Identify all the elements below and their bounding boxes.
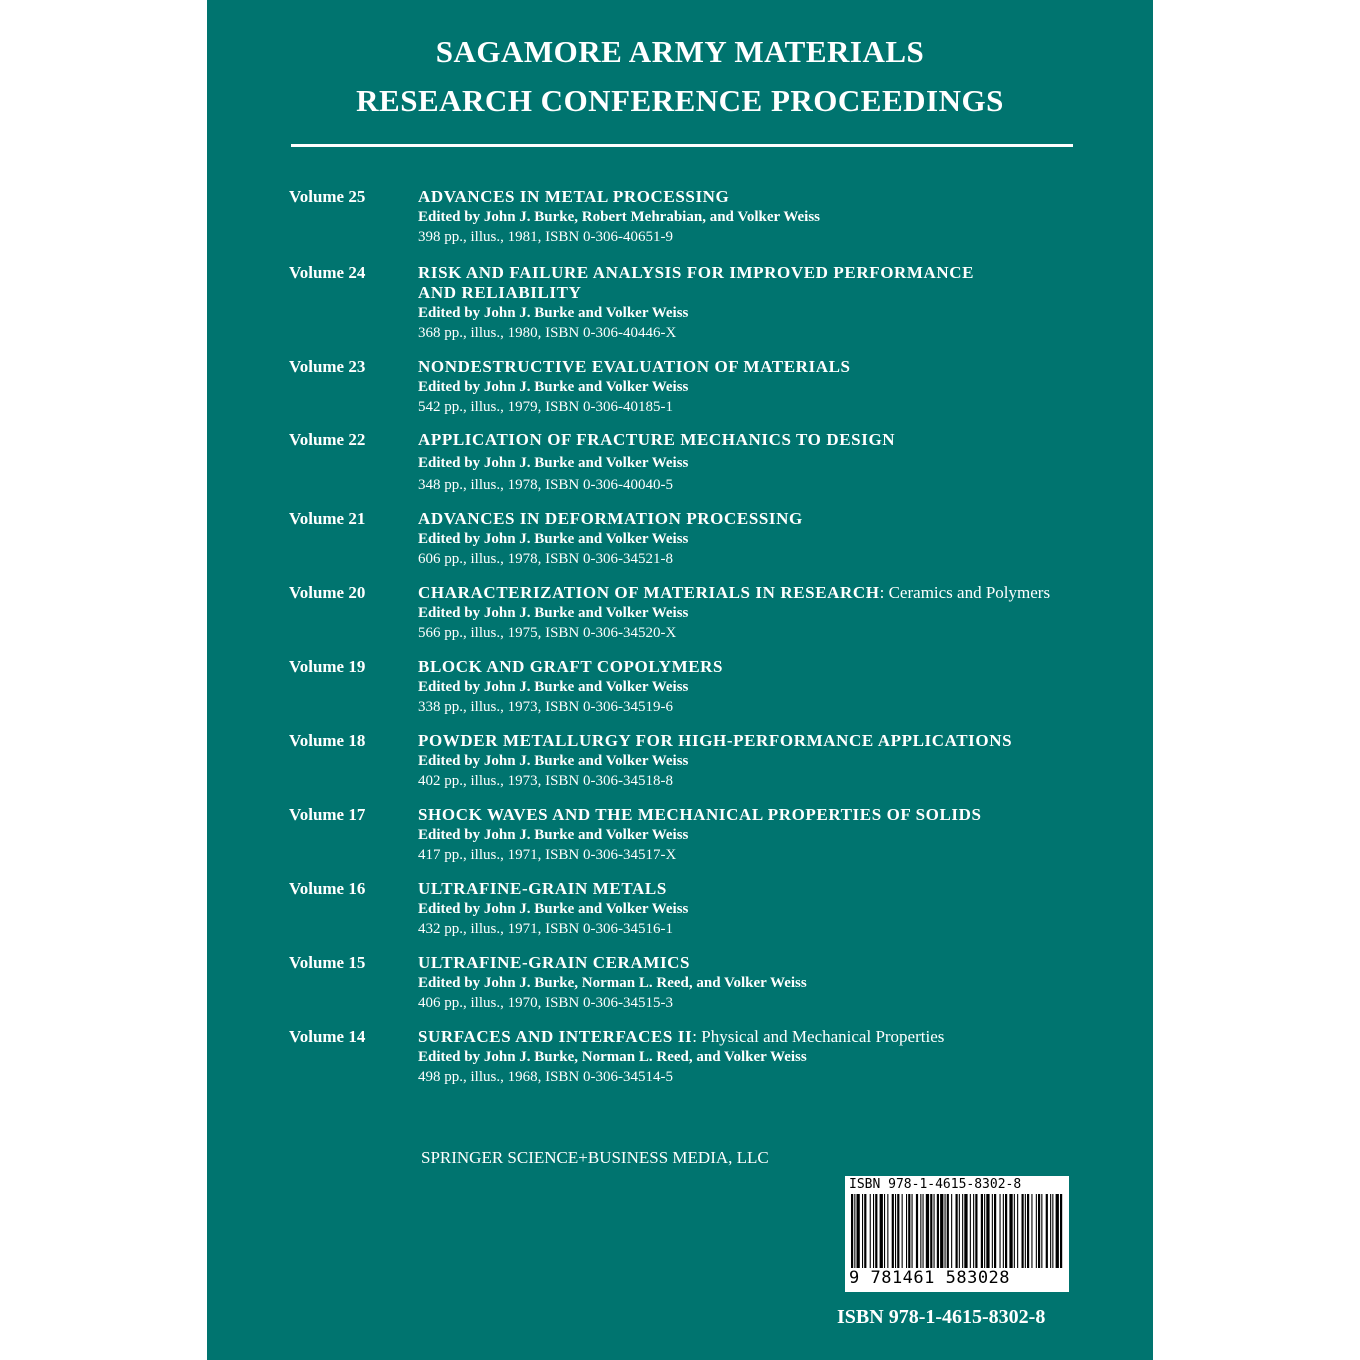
barcode-bar bbox=[870, 1194, 871, 1268]
barcode-bar bbox=[1050, 1194, 1051, 1268]
volume-label: Volume 18 bbox=[289, 731, 366, 750]
barcode-bar bbox=[992, 1194, 993, 1268]
barcode-digits: 9 781461 583028 bbox=[849, 1268, 1011, 1288]
volume-entry bbox=[418, 805, 1098, 865]
barcode-bar bbox=[857, 1194, 860, 1268]
barcode-bar bbox=[862, 1194, 863, 1268]
volume-title: SURFACES AND INTERFACES II: Physical and Mechanical Properties bbox=[418, 1027, 945, 1046]
barcode-bar bbox=[1046, 1194, 1048, 1268]
barcode-bar bbox=[916, 1194, 918, 1268]
volume-editors: Edited by John J. Burke, Robert Mehrabian, and Volker Weiss bbox=[418, 209, 821, 225]
barcode-bar bbox=[926, 1194, 929, 1268]
barcode-bar bbox=[1041, 1194, 1042, 1268]
barcode-bar bbox=[864, 1194, 866, 1268]
barcode-bar bbox=[1060, 1194, 1062, 1268]
volume-title: NONDESTRUCTIVE EVALUATION OF MATERIALS bbox=[418, 357, 851, 376]
barcode-bar bbox=[902, 1194, 903, 1268]
volume-details: 432 pp., illus., 1971, ISBN 0-306-34516-1 bbox=[418, 921, 673, 937]
series-title-line-2: RESEARCH CONFERENCE PROCEEDINGS bbox=[356, 83, 1004, 118]
volume-label: Volume 25 bbox=[289, 187, 366, 206]
barcode-bar bbox=[940, 1194, 943, 1268]
volume-entry bbox=[418, 657, 1098, 717]
barcode-bar bbox=[1005, 1194, 1007, 1268]
volume-entry bbox=[418, 187, 1098, 247]
volume-details: 398 pp., illus., 1981, ISBN 0-306-40651-9 bbox=[418, 229, 673, 245]
barcode-bar bbox=[1014, 1194, 1015, 1268]
isbn-barcode bbox=[845, 1176, 1069, 1292]
barcode-bar bbox=[964, 1194, 967, 1268]
barcode-bar bbox=[970, 1194, 971, 1268]
volume-label: Volume 16 bbox=[289, 879, 366, 898]
volume-entry bbox=[418, 430, 1098, 495]
volume-title: BLOCK AND GRAFT COPOLYMERS bbox=[418, 657, 724, 676]
volume-entry bbox=[418, 509, 1098, 569]
barcode-bar bbox=[906, 1194, 907, 1268]
book-back-cover bbox=[207, 0, 1153, 1360]
barcode-bar bbox=[1036, 1194, 1037, 1268]
barcode-bar bbox=[1038, 1194, 1040, 1268]
barcode-bar bbox=[930, 1194, 932, 1268]
volume-editors: Edited by John J. Burke and Volker Weiss bbox=[418, 379, 689, 395]
volume-details: 338 pp., illus., 1973, ISBN 0-306-34519-6 bbox=[418, 699, 673, 715]
volume-editors: Edited by John J. Burke and Volker Weiss bbox=[418, 455, 689, 471]
title-divider bbox=[291, 144, 1073, 147]
volume-editors: Edited by John J. Burke and Volker Weiss bbox=[418, 753, 689, 769]
volume-entry bbox=[418, 731, 1098, 791]
volume-title: CHARACTERIZATION OF MATERIALS IN RESEARCH: Ceramics and Polymers bbox=[418, 583, 1051, 602]
volume-editors: Edited by John J. Burke and Volker Weiss bbox=[418, 679, 689, 695]
volume-title: RISK AND FAILURE ANALYSIS FOR IMPROVED PERFORMANCE bbox=[418, 263, 975, 282]
barcode-bar bbox=[895, 1194, 896, 1268]
volume-details: 417 pp., illus., 1971, ISBN 0-306-34517-X bbox=[418, 847, 677, 863]
barcode-bar bbox=[880, 1194, 883, 1268]
barcode-bar bbox=[945, 1194, 946, 1268]
volume-label: Volume 14 bbox=[289, 1027, 366, 1046]
volume-label: Volume 19 bbox=[289, 657, 366, 676]
barcode-bar bbox=[884, 1194, 885, 1268]
volume-title: POWDER METALLURGY FOR HIGH-PERFORMANCE APPLICATIONS bbox=[418, 731, 1013, 750]
volume-label: Volume 20 bbox=[289, 583, 366, 602]
volume-details: 348 pp., illus., 1978, ISBN 0-306-40040-5 bbox=[418, 477, 673, 493]
barcode-bar bbox=[920, 1194, 921, 1268]
volume-title: ULTRAFINE-GRAIN METALS bbox=[418, 879, 667, 898]
barcode-bar bbox=[1056, 1194, 1059, 1268]
barcode-bar bbox=[892, 1194, 894, 1268]
volume-label: Volume 17 bbox=[289, 805, 366, 824]
volume-details: 566 pp., illus., 1975, ISBN 0-306-34520-X bbox=[418, 625, 677, 641]
volume-entry bbox=[418, 1027, 1098, 1087]
barcode-bar bbox=[1017, 1194, 1018, 1268]
barcode-bar bbox=[1000, 1194, 1001, 1268]
barcode-bar bbox=[984, 1194, 985, 1268]
volume-title: SHOCK WAVES AND THE MECHANICAL PROPERTIES OF SOLIDS bbox=[418, 805, 982, 824]
volume-editors: Edited by John J. Burke and Volker Weiss bbox=[418, 827, 689, 843]
barcode-bar bbox=[923, 1194, 924, 1268]
barcode-bar bbox=[1031, 1194, 1032, 1268]
barcode-bar bbox=[1027, 1194, 1029, 1268]
barcode-bar bbox=[908, 1194, 910, 1268]
barcode-bar bbox=[851, 1194, 853, 1268]
barcode-bar bbox=[951, 1194, 952, 1268]
barcode-bar bbox=[1022, 1194, 1024, 1268]
volume-editors: Edited by John J. Burke, Norman L. Reed, and Volker Weiss bbox=[418, 975, 807, 991]
volume-editors: Edited by John J. Burke and Volker Weiss bbox=[418, 531, 689, 547]
volume-title: APPLICATION OF FRACTURE MECHANICS TO DESIGN bbox=[418, 430, 896, 449]
volume-label: Volume 23 bbox=[289, 357, 366, 376]
series-title-line-1: SAGAMORE ARMY MATERIALS bbox=[435, 34, 925, 69]
publisher-name: SPRINGER SCIENCE+BUSINESS MEDIA, LLC bbox=[421, 1148, 769, 1167]
volume-details: 606 pp., illus., 1978, ISBN 0-306-34521-8 bbox=[418, 551, 673, 567]
barcode-bar bbox=[854, 1194, 855, 1268]
volume-title-continued: AND RELIABILITY bbox=[418, 283, 582, 302]
barcode-bar bbox=[947, 1194, 949, 1268]
barcode-bar bbox=[1003, 1194, 1004, 1268]
volume-entry bbox=[418, 263, 1098, 343]
barcode-bar bbox=[981, 1194, 983, 1268]
volume-editors: Edited by John J. Burke, Norman L. Reed, and Volker Weiss bbox=[418, 1049, 807, 1065]
volume-details: 542 pp., illus., 1979, ISBN 0-306-40185-1 bbox=[418, 399, 673, 415]
barcode-bars bbox=[851, 1194, 1063, 1268]
volume-editors: Edited by John J. Burke and Volker Weiss bbox=[418, 901, 689, 917]
volume-entry bbox=[418, 953, 1098, 1013]
volume-entry bbox=[418, 357, 1098, 417]
barcode-bar bbox=[934, 1194, 935, 1268]
barcode-bar bbox=[873, 1194, 874, 1268]
barcode-bar bbox=[986, 1194, 989, 1268]
barcode-bar bbox=[1009, 1194, 1012, 1268]
volume-title: ULTRAFINE-GRAIN CERAMICS bbox=[418, 953, 691, 972]
barcode-bar bbox=[959, 1194, 960, 1268]
volume-title: ADVANCES IN DEFORMATION PROCESSING bbox=[418, 509, 803, 528]
volume-label: Volume 15 bbox=[289, 953, 366, 972]
barcode-bar bbox=[897, 1194, 899, 1268]
barcode-top-text: ISBN 978-1-4615-8302-8 bbox=[849, 1177, 1022, 1192]
volume-details: 498 pp., illus., 1968, ISBN 0-306-34514-5 bbox=[418, 1069, 673, 1085]
barcode-bar bbox=[912, 1194, 913, 1268]
volume-editors: Edited by John J. Burke and Volker Weiss bbox=[418, 605, 689, 621]
volume-details: 368 pp., illus., 1980, ISBN 0-306-40446-X bbox=[418, 325, 677, 341]
barcode-bar bbox=[937, 1194, 939, 1268]
volume-title: ADVANCES IN METAL PROCESSING bbox=[418, 187, 730, 206]
barcode-bar bbox=[1052, 1194, 1053, 1268]
barcode-bar bbox=[887, 1194, 888, 1268]
barcode-bar bbox=[994, 1194, 996, 1268]
barcode-bar bbox=[973, 1194, 974, 1268]
volume-entry bbox=[418, 583, 1098, 643]
volume-label: Volume 21 bbox=[289, 509, 366, 528]
volume-entry bbox=[418, 879, 1098, 939]
volume-editors: Edited by John J. Burke and Volker Weiss bbox=[418, 305, 689, 321]
barcode-bar bbox=[975, 1194, 977, 1268]
volume-label: Volume 24 bbox=[289, 263, 366, 282]
barcode-bar bbox=[875, 1194, 877, 1268]
volume-label: Volume 22 bbox=[289, 430, 366, 449]
barcode-bar bbox=[962, 1194, 963, 1268]
volume-details: 406 pp., illus., 1970, ISBN 0-306-34515-3 bbox=[418, 995, 673, 1011]
volume-details: 402 pp., illus., 1973, ISBN 0-306-34518-8 bbox=[418, 773, 673, 789]
isbn-number: ISBN 978-1-4615-8302-8 bbox=[837, 1306, 1046, 1328]
barcode-bar bbox=[1025, 1194, 1026, 1268]
barcode-bar bbox=[956, 1194, 958, 1268]
